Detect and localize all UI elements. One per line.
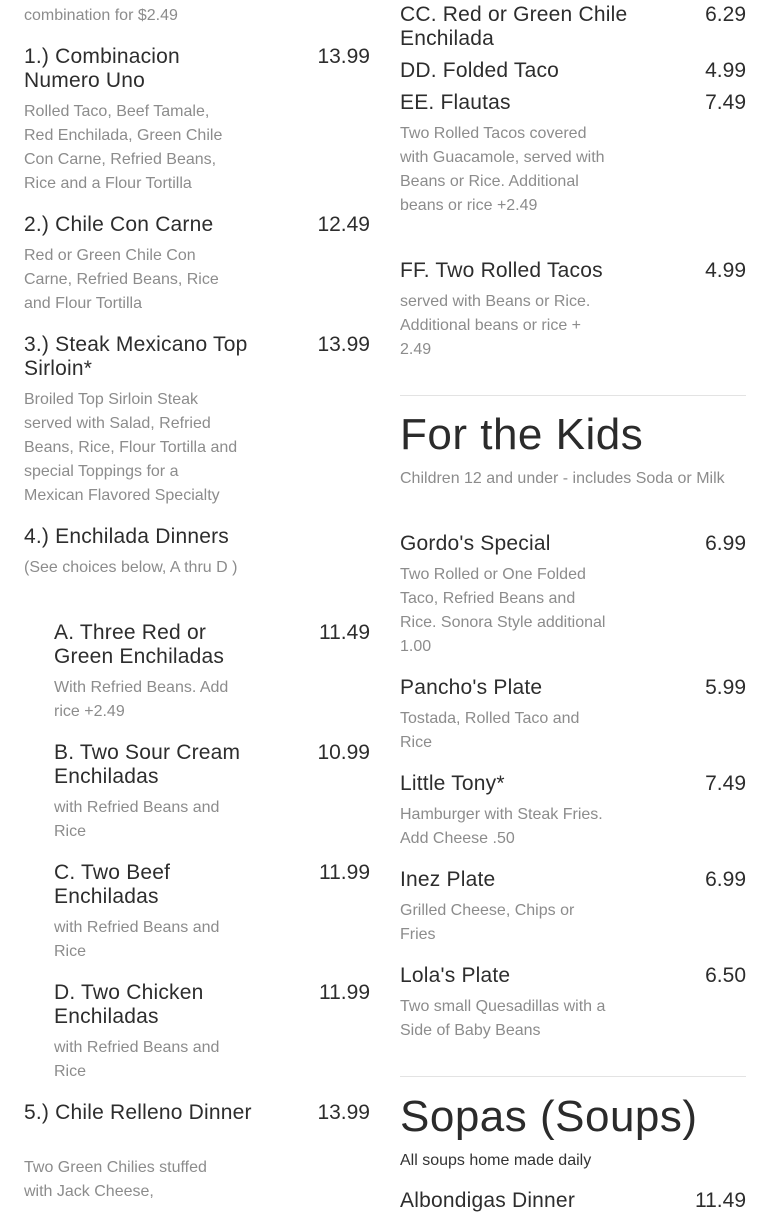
menu-item-name: 5.) Chile Relleno Dinner [24, 1101, 252, 1124]
menu-item-price: 11.99 [319, 861, 370, 884]
menu-item-price: 10.99 [317, 741, 370, 764]
menu-item-description: with Refried Beans and Rice [54, 919, 220, 960]
menu-item-name: 1.) Combinacion Numero Uno [24, 45, 180, 92]
section-subtitle-soups: All soups home made daily [400, 1152, 592, 1169]
menu-item-price: 7.49 [705, 91, 746, 114]
menu-item-description: With Refried Beans. Add rice +2.49 [54, 679, 229, 720]
menu-item-name: 2.) Chile Con Carne [24, 213, 214, 236]
menu-item-description: (See choices below, A thru D ) [24, 559, 238, 576]
menu-item-price: 4.99 [705, 259, 746, 282]
menu-item-price: 13.99 [317, 45, 370, 68]
section-subtitle-kids: Children 12 and under - includes Soda or Milk [400, 470, 725, 487]
menu-item-name: D. Two Chicken Enchiladas [54, 981, 204, 1028]
menu-item-name: 4.) Enchilada Dinners [24, 525, 229, 548]
menu-item-name: B. Two Sour Cream Enchiladas [54, 741, 241, 788]
menu-item-price: 4.99 [705, 59, 746, 82]
menu-item-price: 6.99 [705, 532, 746, 555]
menu-item-name: Lola's Plate [400, 964, 511, 987]
menu-item-name: C. Two Beef Enchiladas [54, 861, 171, 908]
menu-item-price: 13.99 [317, 1101, 370, 1124]
menu-item-description: Two Green Chilies stuffed with Jack Cheese, [24, 1159, 207, 1200]
menu-item-description: Grilled Cheese, Chips or Fries [400, 902, 575, 943]
menu-item-price: 6.99 [705, 868, 746, 891]
menu-item-name: EE. Flautas [400, 91, 511, 114]
menu-item-name: Little Tony* [400, 772, 505, 795]
menu-item-name: CC. Red or Green Chile Enchilada [400, 3, 628, 50]
menu-item-description: Red or Green Chile Con Carne, Refried Beans, Rice and Flour Tortilla [24, 247, 219, 312]
menu-item-name: Inez Plate [400, 868, 496, 891]
section-divider [400, 1076, 746, 1077]
menu-item-name: FF. Two Rolled Tacos [400, 259, 603, 282]
menu-item-price: 6.50 [705, 964, 746, 987]
section-divider [400, 395, 746, 396]
menu-item-price: 11.99 [319, 981, 370, 1004]
menu-item-price: 12.49 [317, 213, 370, 236]
menu-item-name: Albondigas Dinner [400, 1189, 576, 1212]
section-title-soups: Sopas (Soups) [400, 1092, 698, 1141]
menu-item-price: 11.49 [695, 1189, 746, 1212]
menu-item-price: 5.99 [705, 676, 746, 699]
menu-item-description: Two Rolled Tacos covered with Guacamole, served with Beans or Rice. Additional beans or rice +2.49 [400, 125, 605, 214]
menu-item-description: Hamburger with Steak Fries. Add Cheese .50 [400, 806, 603, 847]
menu-item-description: with Refried Beans and Rice [54, 1039, 220, 1080]
menu-item-name: A. Three Red or Green Enchiladas [54, 621, 225, 668]
menu-item-description: Broiled Top Sirloin Steak served with Salad, Refried Beans, Rice, Flour Tortilla and special Toppings for a Mexican Flavored Specialty [24, 391, 238, 504]
menu-item-description: with Refried Beans and Rice [54, 799, 220, 840]
menu-item-description: Tostada, Rolled Taco and Rice [400, 710, 580, 751]
menu-item-name: Pancho's Plate [400, 676, 543, 699]
menu-item-description: Two small Quesadillas with a Side of Baby Beans [400, 998, 606, 1039]
menu-item-price: 6.29 [705, 3, 746, 26]
menu-item-description: served with Beans or Rice. Additional beans or rice + 2.49 [400, 293, 591, 358]
menu-item-price: 11.49 [319, 621, 370, 644]
menu-item-name: Gordo's Special [400, 532, 551, 555]
section-title-kids: For the Kids [400, 410, 644, 459]
menu-item-price: 7.49 [705, 772, 746, 795]
menu-item-price: 13.99 [317, 333, 370, 356]
menu-item-description: Rolled Taco, Beef Tamale, Red Enchilada, Green Chile Con Carne, Refried Beans, Rice and a Flour Tortilla [24, 103, 223, 192]
menu-item-name: 3.) Steak Mexicano Top Sirloin* [24, 333, 248, 380]
top-fragment-text: combination for $2.49 [24, 7, 178, 24]
menu-item-description: Two Rolled or One Folded Taco, Refried Beans and Rice. Sonora Style additional 1.00 [400, 566, 606, 655]
menu-item-name: DD. Folded Taco [400, 59, 560, 82]
